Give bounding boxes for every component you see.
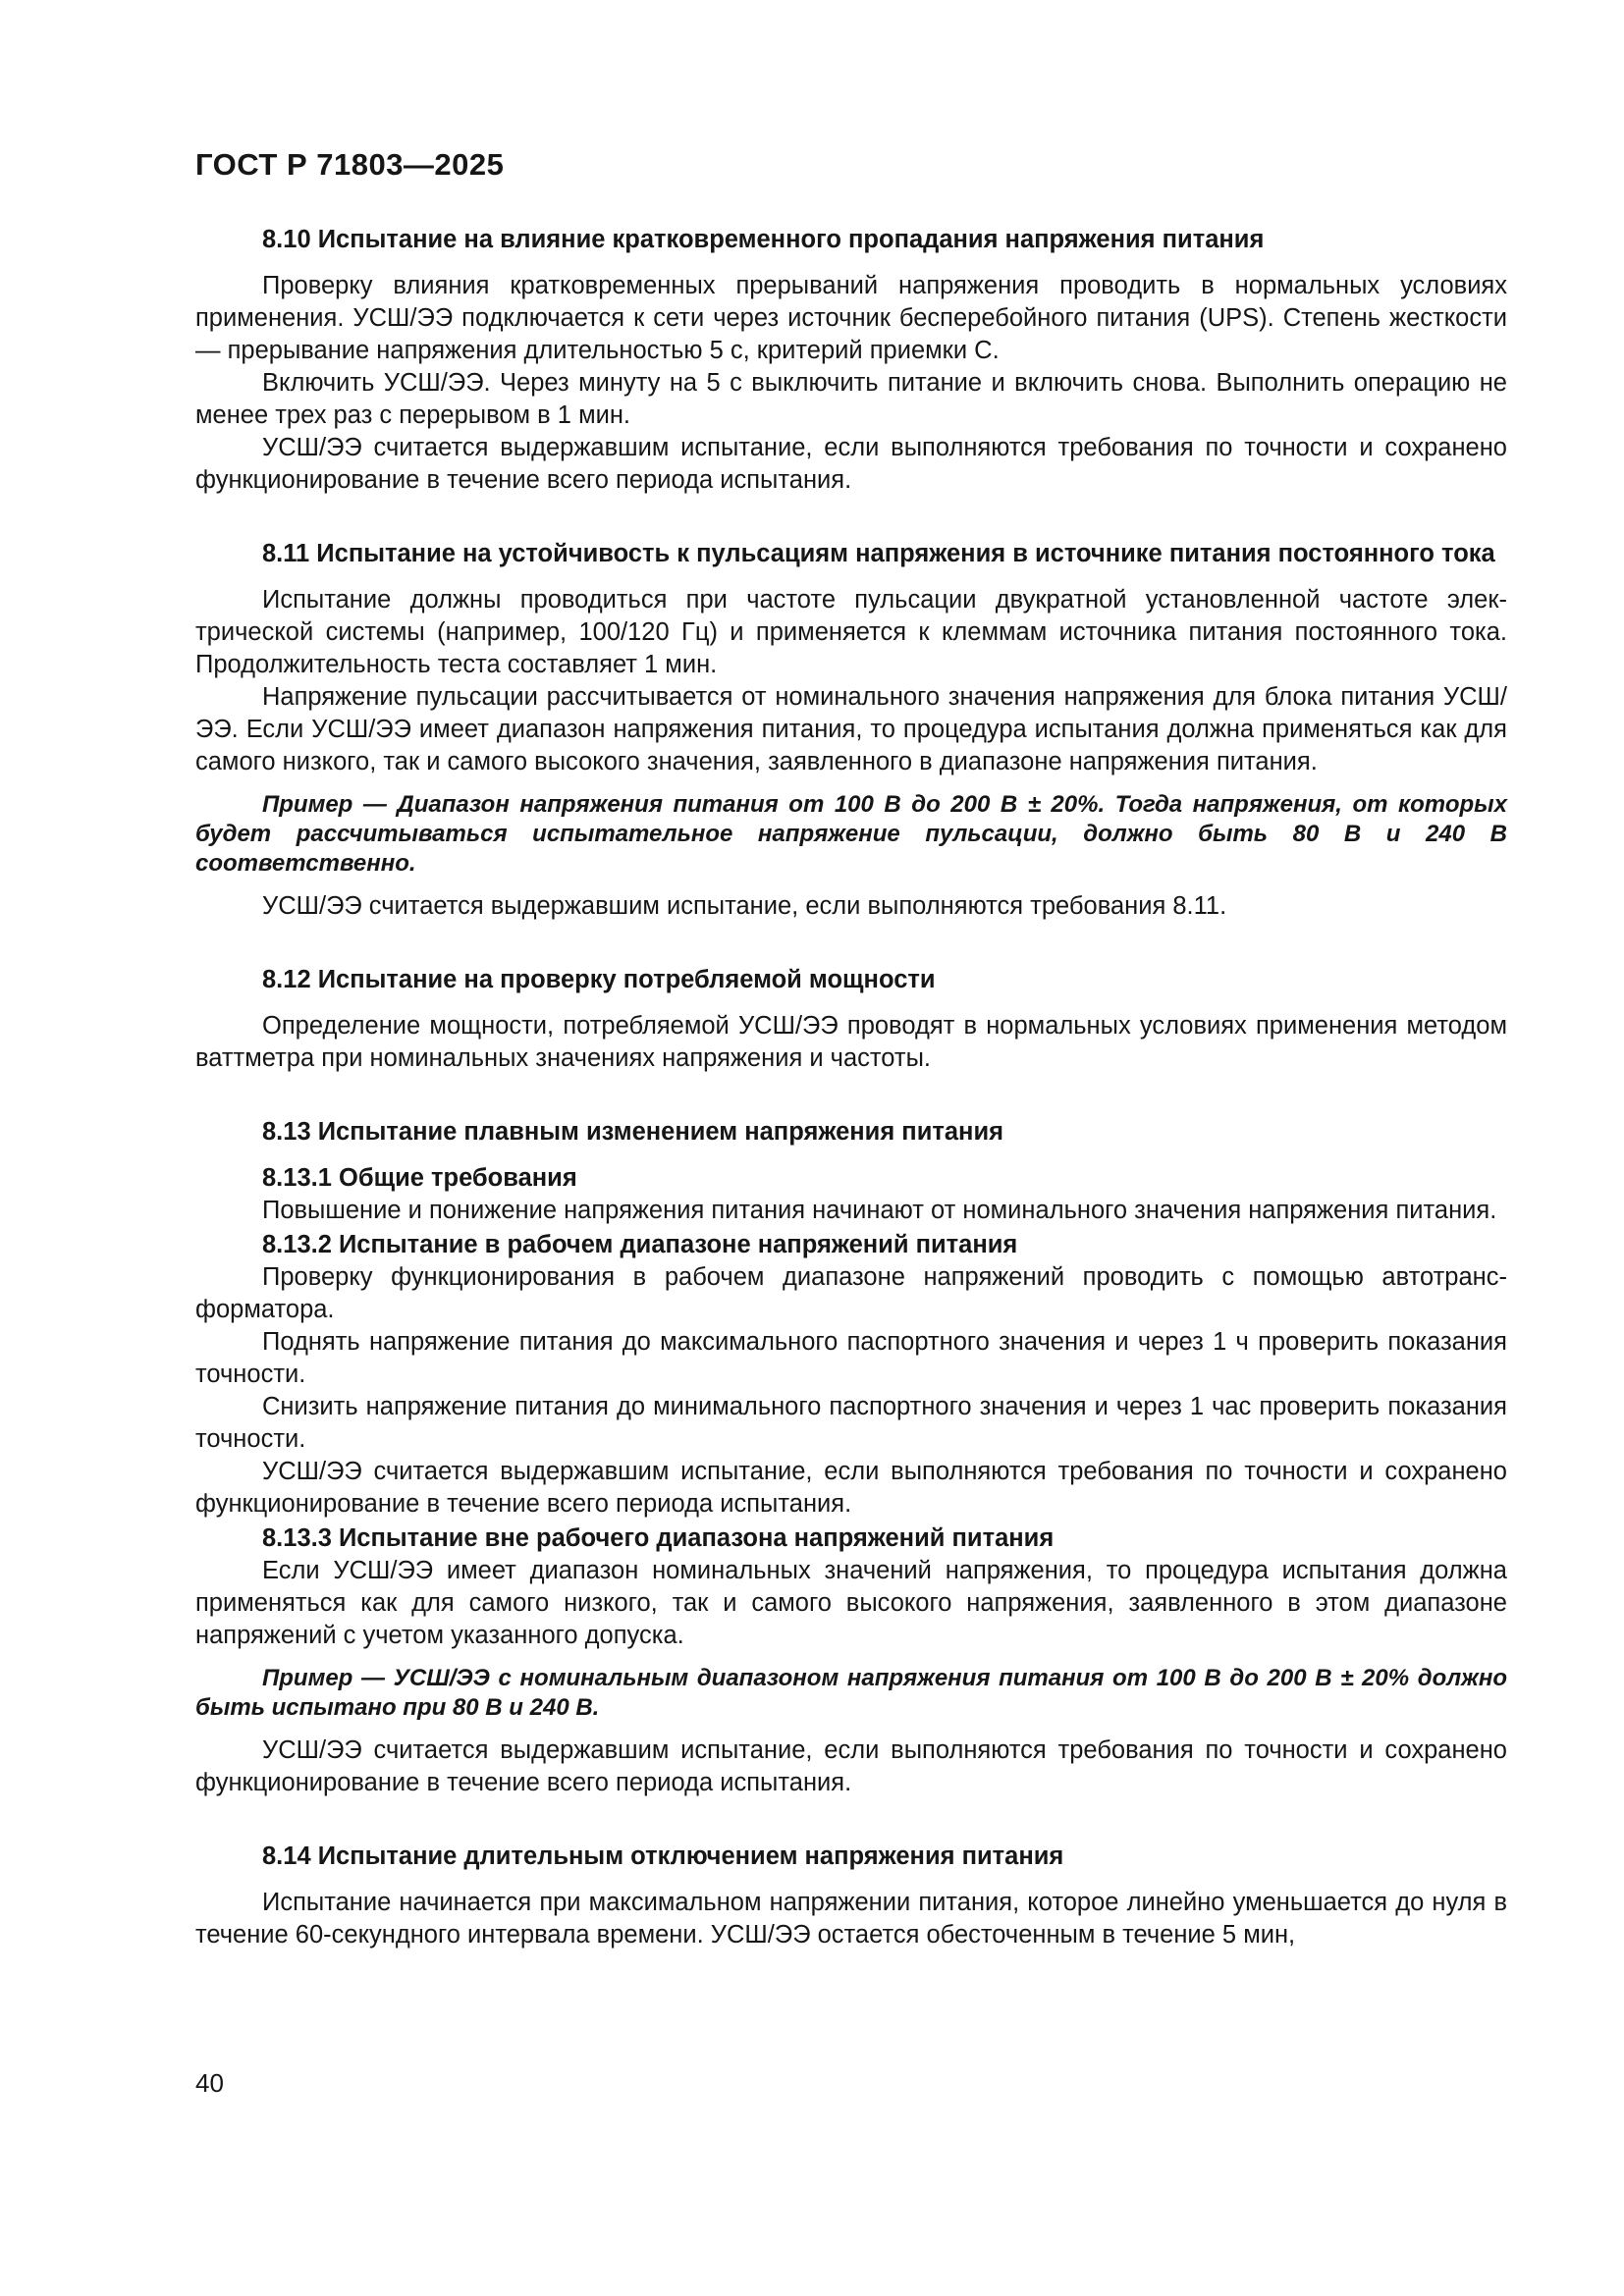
subsection-heading: 8.13.2 Испытание в рабочем диапазоне напряжений питания	[262, 1231, 1018, 1258]
body-paragraph: Проверку функционирования в рабочем диапазоне напряжений проводить с помощью автотрансформатора.	[195, 1263, 1507, 1323]
body-paragraph: УСШ/ЭЭ считается выдержавшим испытание, если выполняются требования по точности и сохранено функционирование в течение всего периода испытания.	[195, 1458, 1507, 1518]
document-body	[195, 183, 1507, 1951]
body-paragraph: Повышение и понижение напряжения питания начинают от номинального значения напряжения питания.	[262, 1197, 1497, 1224]
body-paragraph: УСШ/ЭЭ считается выдержавшим испытание, если выполняются требования по точности и сохранено функционирование в течение всего периода испытания.	[195, 434, 1507, 494]
page-number: 40	[195, 2068, 224, 2098]
body-paragraph: УСШ/ЭЭ считается выдержавшим испытание, если выполняются требования по точности и сохранено функционирование в течение всего периода испытания.	[195, 1736, 1507, 1796]
section-heading: 8.11 Испытание на устойчивость к пульсациям напряжения в источнике питания постоянного тока	[262, 540, 1495, 567]
body-paragraph: УСШ/ЭЭ считается выдержавшим испытание, если выполняются требования 8.11.	[262, 892, 1227, 920]
body-paragraph: Включить УСШ/ЭЭ. Через минуту на 5 с выключить питание и включить снова. Выполнить операцию не менее трех раз с перерывом в 1 мин.	[195, 369, 1507, 429]
subsection-heading: 8.13.3 Испытание вне рабочего диапазона напряжений питания	[262, 1524, 1055, 1552]
section-heading: 8.12 Испытание на проверку потребляемой мощности	[262, 966, 936, 993]
section-heading: 8.13 Испытание плавным изменением напряжения питания	[262, 1118, 1004, 1146]
section-heading: 8.10 Испытание на влияние кратковременного пропадания напряжения питания	[262, 226, 1265, 253]
section-heading: 8.14 Испытание длительным отключением напряжения питания	[262, 1842, 1064, 1870]
example-note: Пример — УСШ/ЭЭ с номинальным диапазоном напряжения питания от 100 В до 200 В ± 20% должно быть испытано при 80 В и 240 В.	[195, 1665, 1507, 1721]
body-paragraph: Если УСШ/ЭЭ имеет диапазон номинальных значений напряжения, то процедура испытания должна применяться как для самого низкого, так и самого высокого напряжения, заявленного в этом диапазоне напряжений с учетом указанного допуска.	[195, 1557, 1507, 1649]
body-paragraph: Снизить напряжение питания до минимального паспортного значения и через 1 час проверить показания точности.	[195, 1393, 1507, 1453]
body-paragraph: Определение мощности, потребляемой УСШ/ЭЭ проводят в нормальных условиях применения методом ваттметра при номинальных значениях напряжения и частоты.	[195, 1012, 1507, 1072]
body-paragraph: Поднять напряжение питания до максимального паспортного значения и через 1 ч проверить показания точности.	[195, 1328, 1507, 1388]
body-paragraph: Испытание должны проводиться при частоте пульсации двукратной установленной частоте электрической системы (например, 100/120 Гц) и применяется к клеммам источника питания постоянного тока. Продолжительность теста составляет 1 мин.	[195, 586, 1507, 678]
body-paragraph: Испытание начинается при максимальном напряжении питания, которое линейно уменьшается до нуля в течение 60-секундного интервала времени. УСШ/ЭЭ остается обесточенным в течение 5 мин,	[195, 1889, 1507, 1949]
running-header: ГОСТ Р 71803—2025	[195, 147, 505, 182]
subsection-heading: 8.13.1 Общие требования	[262, 1164, 577, 1192]
example-note: Пример — Диапазон напряжения питания от 100 В до 200 В ± 20%. Тогда напряжения, от которых будет рассчитываться испытательное напряжение пульсации, должно быть 80 В и 240 В соответственно.	[195, 791, 1507, 877]
body-paragraph: Напряжение пульсации рассчитывается от номинального значения напряжения для блока питания УСШ/ЭЭ. Если УСШ/ЭЭ имеет диапазон напряжения питания, то процедура испытания должна применяться как для самого низкого, так и самого высокого значения, заявленного в диапазоне напряжения питания.	[195, 683, 1507, 775]
body-paragraph: Проверку влияния кратковременных прерываний напряжения проводить в нормальных условиях применения. УСШ/ЭЭ подключается к сети через источник бесперебойного питания (UPS). Степень жесткости — прерывание напряжения длительностью 5 с, критерий приемки С.	[195, 272, 1507, 364]
